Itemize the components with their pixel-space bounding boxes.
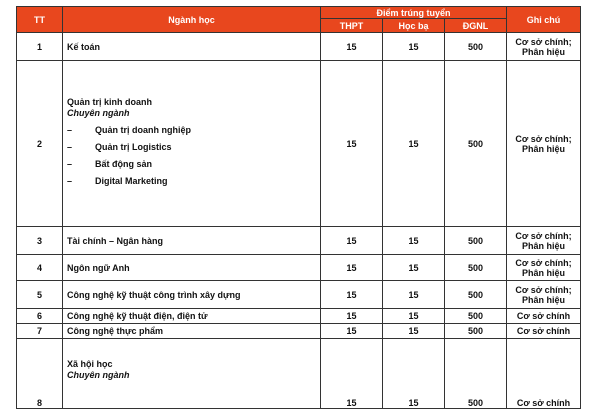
header-hocba: Học bạ: [383, 19, 445, 33]
row-major: Ngôn ngữ Anh: [63, 255, 321, 281]
row-tt: 2: [17, 61, 63, 227]
note-line: Cơ sở chính;: [515, 284, 572, 295]
row-note: [507, 339, 581, 409]
note-line: Phân hiệu: [521, 267, 565, 278]
row-major: Kế toán: [63, 33, 321, 61]
table-row: [17, 309, 581, 324]
header-score-group: Điểm trúng tuyển: [321, 7, 507, 19]
row-thpt: 15: [321, 339, 383, 409]
row-thpt: 15: [321, 324, 383, 339]
row-thpt: 15: [321, 227, 383, 255]
table-row: [17, 255, 581, 281]
row-tt: 1: [17, 33, 63, 61]
table-row: [17, 324, 581, 339]
row-hocba: 15: [383, 309, 445, 324]
row-major: Công nghệ thực phẩm: [63, 324, 321, 339]
row-major-with-specs: [63, 339, 321, 409]
row-dgnl: 500: [445, 281, 507, 309]
list-item: [67, 122, 316, 139]
row-note: [507, 227, 581, 255]
note-line: Cơ sở chính;: [515, 257, 572, 268]
row-dgnl: 500: [445, 33, 507, 61]
row-dgnl: 500: [445, 309, 507, 324]
row-major: Công nghệ kỹ thuật điện, điện tử: [63, 309, 321, 324]
row-hocba: 15: [383, 324, 445, 339]
list-item: [67, 173, 316, 190]
row-note: [507, 309, 581, 324]
note-line: Cơ sở chính;: [515, 230, 572, 241]
row-tt: 6: [17, 309, 63, 324]
header-tt: TT: [17, 7, 63, 33]
table-row: [17, 281, 581, 309]
list-item: [67, 156, 316, 173]
spec-item: Bất động sản: [95, 159, 153, 169]
row-thpt: 15: [321, 281, 383, 309]
header-thpt: THPT: [321, 19, 383, 33]
row-note: [507, 281, 581, 309]
row-hocba: 15: [383, 281, 445, 309]
row-dgnl: 500: [445, 324, 507, 339]
note-line: Cơ sở chính: [516, 326, 571, 336]
row-hocba: 15: [383, 227, 445, 255]
header-note: Ghi chú: [507, 7, 581, 33]
table-row: [17, 33, 581, 61]
spec-label: Chuyên ngành: [67, 108, 130, 118]
note-line: Phân hiệu: [521, 240, 565, 251]
row-dgnl: 500: [445, 227, 507, 255]
row-note: [507, 33, 581, 61]
row-note: [507, 61, 581, 227]
header-dgnl: ĐGNL: [445, 19, 507, 33]
dash-marker: –: [67, 159, 73, 169]
row-tt: 5: [17, 281, 63, 309]
table-row: [17, 339, 581, 409]
row-hocba: 15: [383, 255, 445, 281]
note-line: Cơ sở chính;: [515, 133, 572, 144]
row-tt: 8: [17, 339, 63, 409]
row-hocba: 15: [383, 33, 445, 61]
spec-item: Quản trị doanh nghiệp: [95, 125, 191, 135]
row-thpt: 15: [321, 61, 383, 227]
row-dgnl: 500: [445, 255, 507, 281]
row-major: Quản trị kinh doanh: [67, 97, 152, 107]
list-item: [67, 139, 316, 156]
row-tt: 4: [17, 255, 63, 281]
note-line: Cơ sở chính;: [515, 36, 572, 47]
note-line: Cơ sở chính: [516, 311, 571, 321]
note-line: Phân hiệu: [521, 143, 565, 154]
spec-list: [67, 122, 316, 190]
dash-marker: –: [67, 176, 73, 186]
row-dgnl: 500: [445, 61, 507, 227]
row-major-with-specs: [63, 61, 321, 227]
dash-marker: –: [67, 125, 73, 135]
row-note: [507, 324, 581, 339]
row-hocba: 15: [383, 61, 445, 227]
row-thpt: 15: [321, 309, 383, 324]
note-line: Cơ sở chính: [516, 398, 571, 408]
row-thpt: 15: [321, 33, 383, 61]
row-major: Tài chính – Ngân hàng: [63, 227, 321, 255]
row-major: Công nghệ kỹ thuật công trình xây dựng: [63, 281, 321, 309]
dash-marker: –: [67, 142, 73, 152]
table-row: [17, 227, 581, 255]
row-hocba: 15: [383, 339, 445, 409]
note-line: Phân hiệu: [521, 46, 565, 57]
note-line: Phân hiệu: [521, 294, 565, 305]
spec-item: Digital Marketing: [95, 176, 168, 186]
row-note: [507, 255, 581, 281]
header-major: Ngành học: [63, 7, 321, 33]
spec-label: Chuyên ngành: [67, 370, 130, 380]
row-major: Xã hội học: [67, 359, 113, 369]
table-row: [17, 61, 581, 227]
row-dgnl: 500: [445, 339, 507, 409]
spec-item: Quản trị Logistics: [95, 142, 172, 152]
row-tt: 3: [17, 227, 63, 255]
row-thpt: 15: [321, 255, 383, 281]
admission-score-table: [16, 6, 581, 409]
row-tt: 7: [17, 324, 63, 339]
